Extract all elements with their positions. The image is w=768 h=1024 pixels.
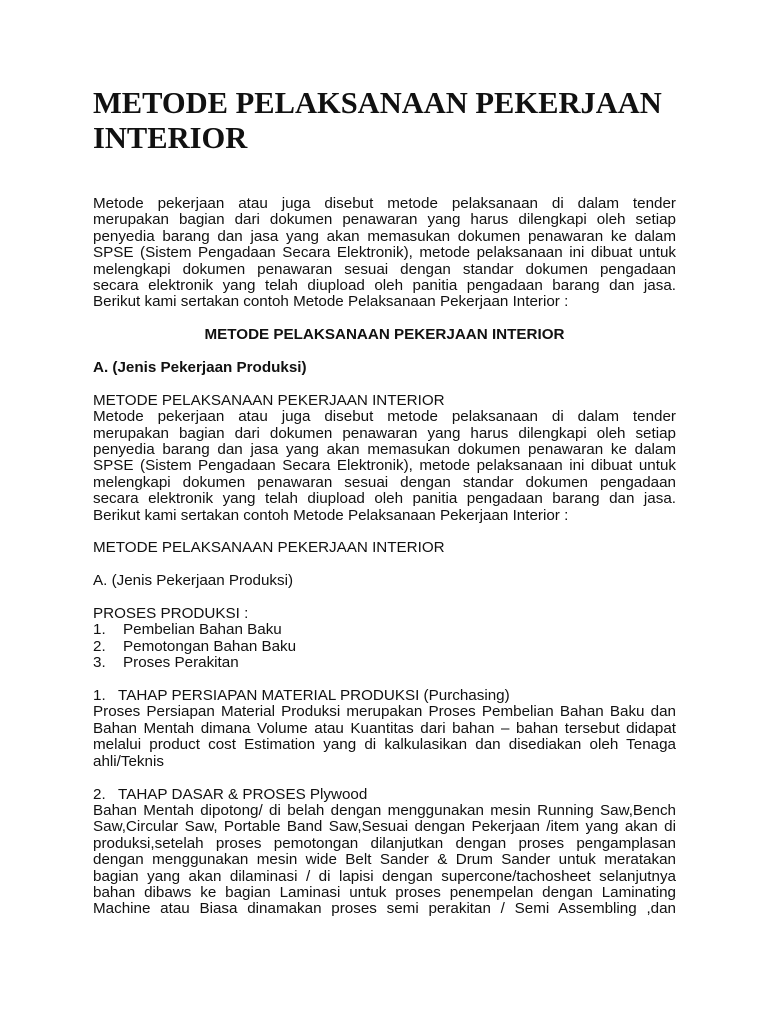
- document-title: [93, 86, 676, 156]
- text-line: merupakan bagian dari dokumen penawaran yang harus dilengkapi oleh setiap: [93, 424, 676, 442]
- text-line: Metode pekerjaan atau juga disebut metode pelaksanaan di dalam tender: [93, 408, 676, 426]
- text-line: Bahan Mentah dimana Volume atau Kuantitas dari bahan – bahan tersebut didapat: [93, 719, 676, 737]
- repeat-heading: METODE PELAKSANAAN PEKERJAAN INTERIOR: [93, 391, 445, 409]
- section-heading-bold: A. (Jenis Pekerjaan Produksi): [93, 359, 307, 377]
- text-line: Berikut kami sertakan contoh Metode Pelaksanaan Pekerjaan Interior :: [93, 506, 569, 524]
- text-line: penyedia barang dan jasa yang akan memasukan dokumen penawaran ke dalam: [93, 441, 676, 459]
- text-line: Proses Persiapan Material Produksi merupakan Proses Pembelian Bahan Baku dan: [93, 703, 676, 721]
- text-line: SPSE (Sistem Pengadaan Secara Elektronik), metode pelaksanaan ini dibuat untuk: [93, 457, 676, 475]
- plain-section: A. (Jenis Pekerjaan Produksi): [93, 572, 294, 590]
- list-text: Proses Perakitan: [123, 654, 239, 672]
- text-line: ahli/Teknis: [93, 752, 164, 770]
- text-line: Saw,Circular Saw, Portable Band Saw,Sesuai dengan Pekerjaan /item yang akan di: [93, 818, 676, 836]
- list-item: [93, 655, 676, 671]
- step1-paragraph: [93, 704, 676, 770]
- text-line: secara elektronik yang telah diupload oleh panitia pengadaan barang dan jasa.: [93, 277, 676, 295]
- list-number: 2.: [93, 637, 106, 655]
- plain-heading: METODE PELAKSANAAN PEKERJAAN INTERIOR: [93, 539, 445, 557]
- text-line: melengkapi dokumen penawaran sesuai dengan standar dokumen pengadaan: [93, 473, 676, 491]
- text-line: melalui product cost Estimation yang di kalkulasikan dan disediakan oleh Tenaga: [93, 736, 676, 754]
- list-number: 3.: [93, 654, 106, 672]
- title-line: METODE PELAKSANAAN PEKERJAAN: [93, 86, 662, 120]
- text-line: secara elektronik yang telah diupload oleh panitia pengadaan barang dan jasa.: [93, 490, 676, 508]
- text-line: Machine atau Biasa dinamakan proses semi perakitan / Semi Assembling ,dan: [93, 900, 676, 918]
- list-text: Pemotongan Bahan Baku: [123, 637, 297, 655]
- text-line: penyedia barang dan jasa yang akan memasukan dokumen penawaran ke dalam: [93, 227, 676, 245]
- repeat-paragraph: [93, 409, 676, 524]
- text-line: merupakan bagian dari dokumen penawaran yang harus dilengkapi oleh setiap: [93, 211, 676, 229]
- text-line: Berikut kami sertakan contoh Metode Pelaksanaan Pekerjaan Interior :: [93, 293, 569, 311]
- step1-heading: 1. TAHAP PERSIAPAN MATERIAL PRODUKSI (Purchasing): [93, 687, 510, 705]
- step2-paragraph: [93, 803, 676, 918]
- proses-heading: PROSES PRODUKSI :: [93, 605, 249, 623]
- list-item: [93, 639, 676, 655]
- list-text: Pembelian Bahan Baku: [123, 621, 282, 639]
- list-item: [93, 622, 676, 638]
- text-line: bahan dibaws ke bagian Laminasi untuk proses penempelan dengan Laminating: [93, 883, 676, 901]
- title-line: INTERIOR: [93, 121, 248, 155]
- step2-heading: 2. TAHAP DASAR & PROSES Plywood: [93, 785, 368, 803]
- text-line: melengkapi dokumen penawaran sesuai dengan standar dokumen pengadaan: [93, 260, 676, 278]
- intro-paragraph: [93, 196, 676, 311]
- text-line: bagian yang akan dilaminasi / di lapisi dengan supercone/tachosheet selanjutnya: [93, 867, 676, 885]
- list-number: 1.: [93, 621, 106, 639]
- text-line: dengan menggunakan mesin wide Belt Sander & Drum Sander untuk meratakan: [93, 851, 676, 869]
- text-line: produksi,setelah proses pemotongan dilanjutkan dengan proses pengamplasan: [93, 834, 676, 852]
- text-line: Metode pekerjaan atau juga disebut metode pelaksanaan di dalam tender: [93, 195, 676, 212]
- text-line: SPSE (Sistem Pengadaan Secara Elektronik), metode pelaksanaan ini dibuat untuk: [93, 244, 676, 262]
- centered-heading: METODE PELAKSANAAN PEKERJAAN INTERIOR: [204, 326, 565, 344]
- text-line: Bahan Mentah dipotong/ di belah dengan menggunakan mesin Running Saw,Bench: [93, 801, 676, 819]
